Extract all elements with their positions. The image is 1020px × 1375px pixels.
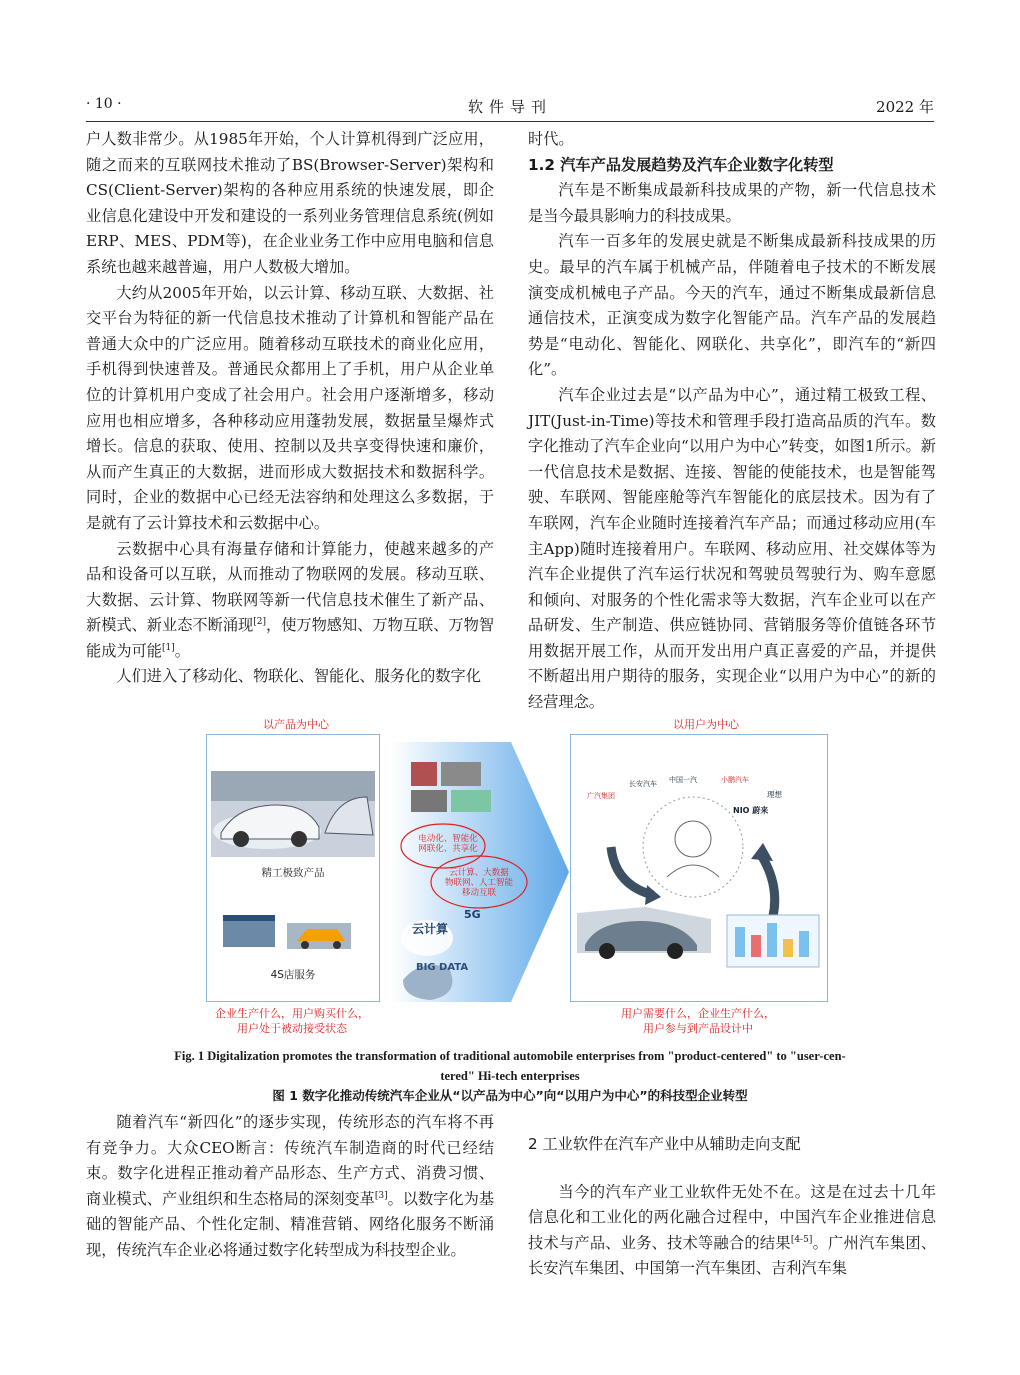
left-column-top [86,127,494,690]
brand-nio: NIO 蔚来 [733,806,769,815]
left-label-service: 4S店服务 [270,969,316,981]
brand-faw: 中国一汽 [669,776,697,784]
user-centered-illustration [571,735,827,1001]
paragraph: 大约从2005年开始，以云计算、移动互联、大数据、社交平台为特征的新一代信息技术推动了计算机和智能产品在普通大众中的广泛应用。随着移动互联技术的商业化应用，手机得到快速普及。普通民众都用上了手机，用户从企业单位的计算机用户变成了社会用户。社会用户逐渐增多，移动应用也相应增多，各种移动应用蓬勃发展，数据量呈爆炸式增长。信息的获取、使用、控制以及共享变得快速和廉价，从而产生真正的大数据，进而形成大数据技术和数据科学。同时，企业的数据中心已经无法容纳和处理这么多数据，于是就有了云计算技术和云数据中心。 [86,283,494,532]
paragraph: 当今的汽车产业工业软件无处不在。这是在过去十几年信息化和工业化的两化融合过程中，中国汽车企业推进信息技术与产品、业务、技术等融合的结果[4-5]。广州汽车集团、长安汽车集团、中国第一汽车集团、吉利汽车集 [528,1182,937,1278]
page-header [86,96,934,118]
brand-lixiang: 理想 [767,790,782,799]
paragraph: 汽车是不断集成最新科技成果的产物，新一代信息技术是当今最具影响力的科技成果。 [528,181,936,225]
user-centered-panel [570,734,828,1002]
journal-name: 软件导刊 [467,98,552,116]
right-bottom-caption: 用户需要什么，企业生产什么， 用户参与到产品设计中 [621,1007,775,1035]
brand-changan: 长安汽车 [629,780,657,788]
figure-left-title: 以产品为中心 [263,718,329,731]
left-bottom-caption: 企业生产什么，用户购买什么， 用户处于被动接受状态 [215,1007,369,1035]
bubble-tech: 云计算、大数据 物联网、人工智能 移动互联 [444,868,513,898]
citation: [1] [161,642,175,653]
section-heading: 2 工业软件在汽车产业中从辅助走向支配 [528,1135,801,1153]
5g-label: 5G [464,908,481,921]
left-label-product: 精工极致产品 [261,867,325,879]
header-rule [86,121,934,122]
right-column-bottom [528,1132,936,1282]
journal-year: 2022 年 [876,98,934,116]
figure-1 [86,712,934,1042]
figure-right-title: 以用户为中心 [673,718,739,731]
brand-gac: 广汽集团 [587,792,615,800]
figure-caption-chinese: 图 1 数字化推动传统汽车企业从“以产品为中心”向“以用户为中心”的科技型企业转型 [272,1088,748,1103]
section-subheading: 1.2 汽车产品发展趋势及汽车企业数字化转型 [528,155,834,174]
figure-caption-english: Fig. 1 Digitalization promotes the transformation of traditional automobile enterprises from "product-centered" to "user-cen- tered" Hi-tech enterprises [174,1049,846,1083]
right-column-top [528,127,936,716]
citation: [2] [253,617,266,628]
citation: [3] [374,1190,388,1201]
bubble-four-trends: 电动化、智能化 网联化、共享化 [418,834,478,854]
paragraph: 云数据中心具有海量存储和计算能力，使越来越多的产品和设备可以互联，从而推动了物联网的发展。移动互联、大数据、云计算、物联网等新一代信息技术催生了新产品、新模式、新业态不断涌现[2]，使万物感知、万物互联、万物智能成为可能[1]。 [86,539,495,660]
paragraph: 时代。 [528,130,574,148]
page-number: · 10 · [86,96,122,112]
big-data-label: BIG DATA [416,962,469,973]
brand-xpeng: 小鹏汽车 [721,776,749,784]
product-centered-panel [206,734,380,1002]
paragraph: 随着汽车“新四化”的逐步实现，传统形态的汽车将不再有竞争力。大众CEO断言：传统汽车制造商的时代已经结束。数字化进程正推动着产品形态、生产方式、消费习惯、商业模式、产业组织和生态格局的深刻变革[3]。以数字化为基础的智能产品、个性化定制、精准营销、网络化服务不断涌现，传统汽车企业必将通过数字化转型成为科技型企业。 [86,1113,495,1259]
paragraph: 户人数非常少。从1985年开始，个人计算机得到广泛应用，随之而来的互联网技术推动了BS(Browser-Server)架构和CS(Client-Server)架构的各种应用系统的快速发展，即企业信息化建设中开发和建设的一系列业务管理信息系统(例如ERP、MES、PDM等)，在企业业务工作中应用电脑和信息系统也越来越普遍，用户人数极大增加。 [86,130,494,276]
cloud-computing-label: 云计算 [412,922,449,936]
paragraph: 人们进入了移动化、物联化、智能化、服务化的数字化 [116,667,481,686]
paragraph: 汽车一百多年的发展史就是不断集成最新科技成果的历史。最早的汽车属于机械产品，伴随着电子技术的不断发展演变成机械电子产品。今天的汽车，通过不断集成最新信息通信技术，正演变成为数字化智能产品。汽车产品的发展趋势是“电动化、智能化、网联化、共享化”，即汽车的“新四化”。 [528,232,936,379]
left-column-bottom [86,1110,494,1264]
citation: [4-5] [790,1234,813,1245]
paragraph: 汽车企业过去是“以产品为中心”，通过精工极致工程、JIT(Just-in-Time)等技术和管理手段打造高品质的汽车。数字化推动了汽车企业向“以用户为中心”转变，如图1所示。新一代信息技术是数据、连接、智能的使能技术，也是智能驾驶、车联网、智能座舱等汽车智能化的底层技术。因为有了车联网，汽车企业随时连接着汽车产品；而通过移动应用(车主App)随时连接着用户。车联网、移动应用、社交媒体等为汽车企业提供了汽车运行状况和驾驶员驾驶行为、购车意愿和倾向、对服务的个性化需求等大数据，汽车企业可以在产品研发、生产制造、供应链协同、营销服务等价值链各环节用数据开展工作，从而开发出用户真正喜爱的产品，并提供不断超出用户期待的服务，实现企业“以用户为中心”的新的经营理念。 [528,385,936,712]
